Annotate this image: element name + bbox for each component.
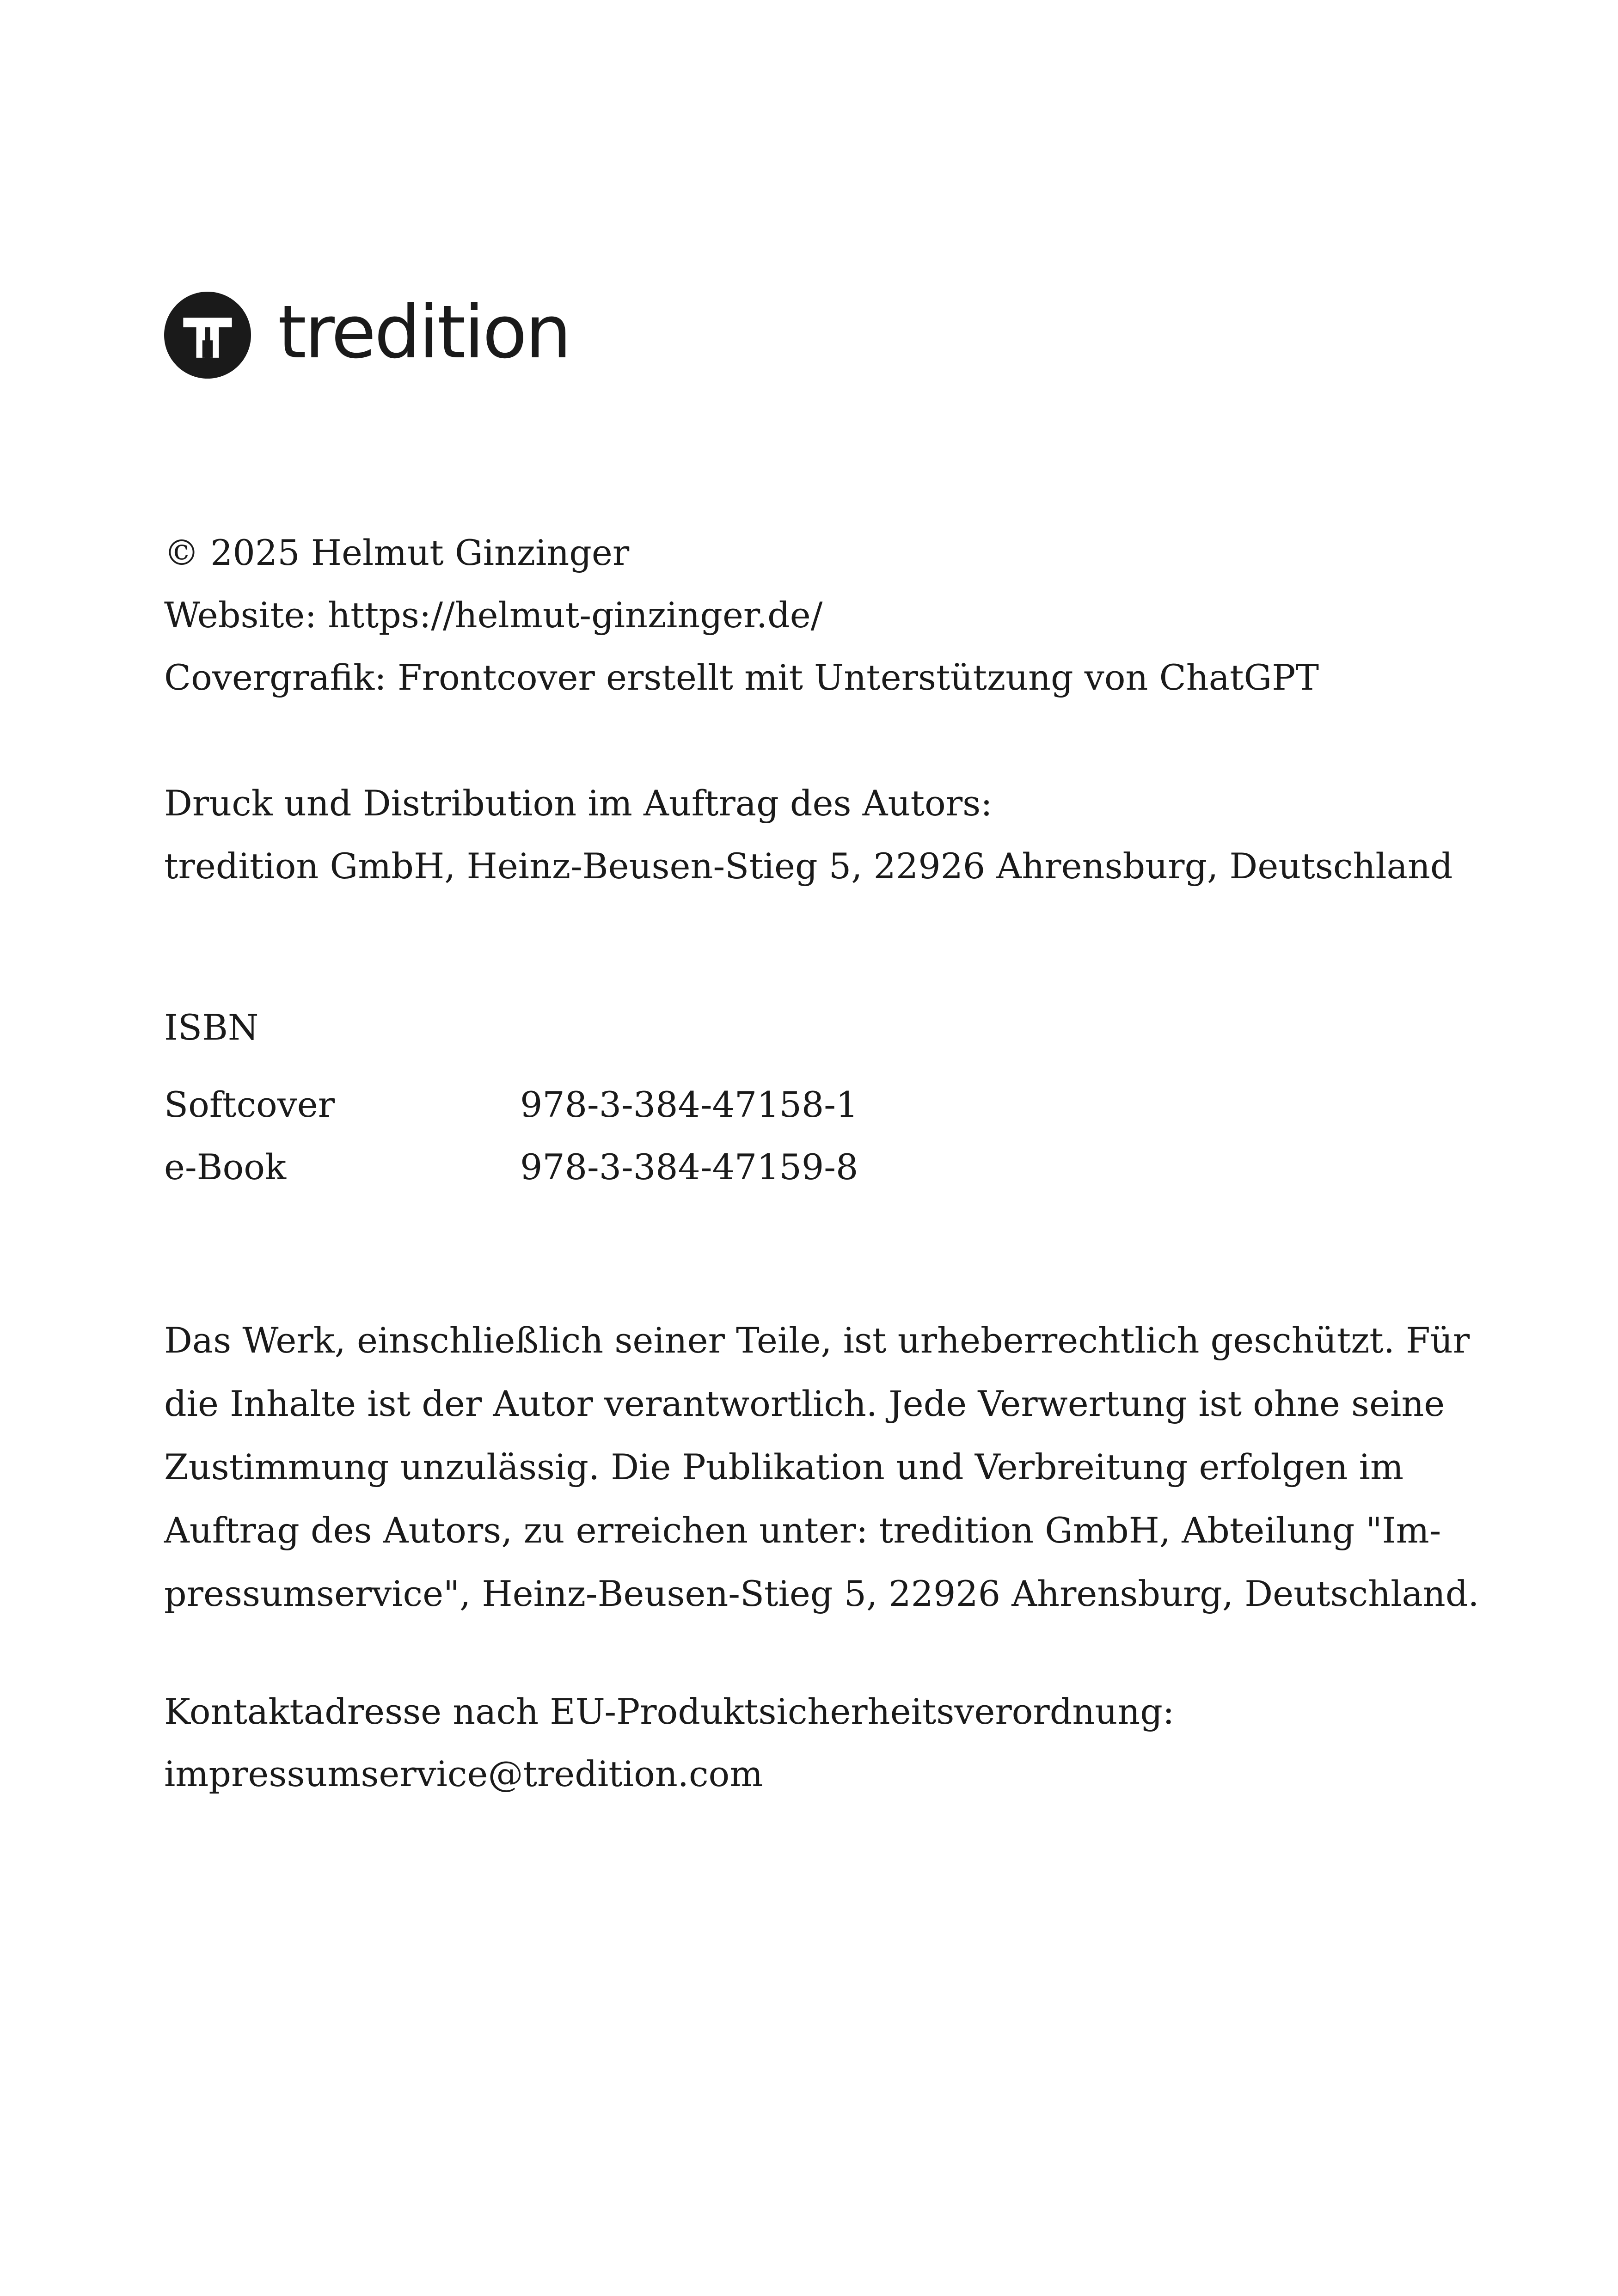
distribution-line-1: Druck und Distribution im Auftrag des Autors: <box>164 783 993 824</box>
isbn-heading: ISBN <box>164 1007 259 1048</box>
legal-notice-line: Zustimmung unzulässig. Die Publikation und Verbreitung erfolgen im <box>164 1446 1404 1488</box>
tredition-logo-icon <box>164 292 251 379</box>
logo-wordmark: tredition <box>278 290 570 375</box>
publisher-logo <box>164 291 570 379</box>
legal-notice <box>164 1320 1479 1640</box>
cover-credit-line: Covergrafik: Frontcover erstellt mit Unterstützung von ChatGPT <box>164 657 1319 698</box>
isbn-number-ebook: 978-3-384-47159-8 <box>520 1146 858 1188</box>
legal-notice-line: Auftrag des Autors, zu erreichen unter: tredition GmbH, Abteilung "Im- <box>164 1510 1441 1551</box>
legal-notice-line: Das Werk, einschließlich seiner Teile, ist urheberrechtlich geschützt. Für <box>164 1320 1470 1361</box>
distribution-line-2: tredition GmbH, Heinz-Beusen-Stieg 5, 22926 Ahrensburg, Deutschland <box>164 845 1453 887</box>
website-line[interactable]: Website: https://helmut-ginzinger.de/ <box>164 594 823 636</box>
isbn-format-softcover: Softcover <box>164 1084 335 1125</box>
contact-line-1: Kontaktadresse nach EU-Produktsicherheitsverordnung: <box>164 1691 1175 1732</box>
legal-notice-line: die Inhalte ist der Autor verantwortlich. Jede Verwertung ist ohne seine <box>164 1383 1445 1424</box>
isbn-number-softcover: 978-3-384-47158-1 <box>520 1084 858 1125</box>
copyright-line: © 2025 Helmut Ginzinger <box>164 532 630 573</box>
legal-notice-line: pressumservice", Heinz-Beusen-Stieg 5, 22926 Ahrensburg, Deutschland. <box>164 1573 1479 1614</box>
contact-email[interactable]: impressumservice@tredition.com <box>164 1753 763 1794</box>
isbn-format-ebook: e-Book <box>164 1146 287 1188</box>
